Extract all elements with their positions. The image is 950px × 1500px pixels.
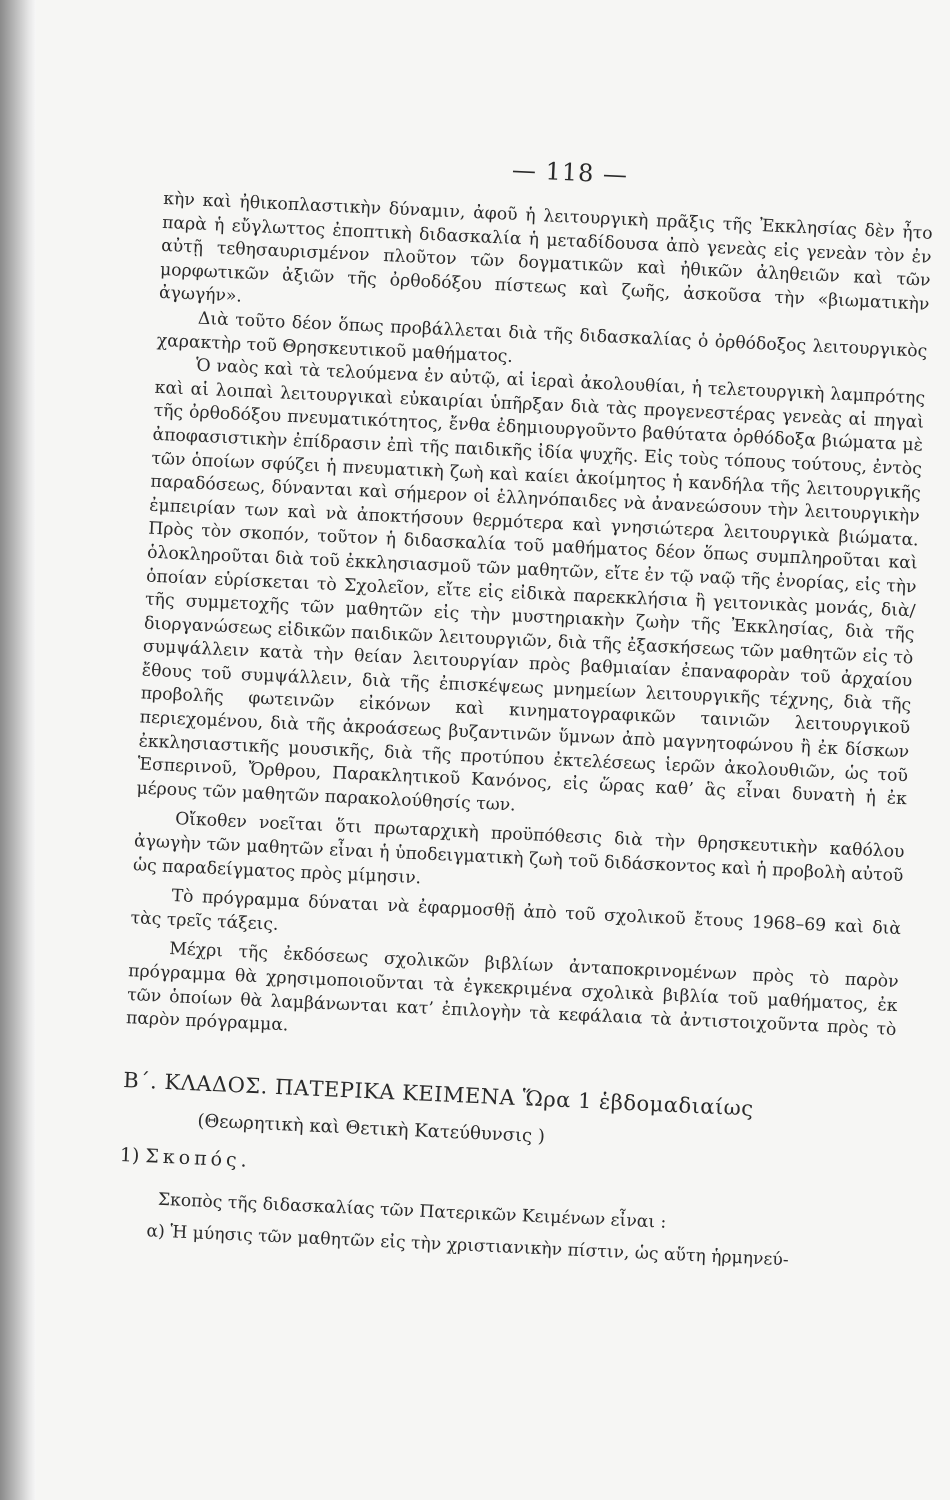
paragraph-1: κὴν καὶ ἠθικοπλαστικὴν δύναμιν, ἀφοῦ ἡ λειτουργικὴ πρᾶξις τῆς Ἐκκλησίας δὲν ἦτο παρὰ ἡ εὔγλωττος ἐποπτικὴ διδασκαλία ἡ μεταδίδουσα ἀπὸ γενεὰς εἰς γενεὰν τὸν ἐν αὐτῇ τεθησαυρισμένον πλοῦτον τῶν δογματικῶν καὶ ἠθικῶν ἀληθειῶν καὶ τῶν μορφωτικῶν ἀξιῶν τῆς ὀρθοδόξου πίστεως καὶ ζωῆς, ἀσκοῦσα τὴν «βιωματικὴν ἀγωγήν». xyxy=(158,188,933,315)
heading-number: 1) xyxy=(119,1143,140,1167)
section-subtitle: (Θεωρητικὴ καὶ Θετικὴ Κατεύθυνσις ) xyxy=(197,1110,546,1147)
section-title: Β΄. ΚΛΑΔΟΣ. ΠΑΤΕΡΙΚΑ ΚΕΙΜΕΝΑ Ὥρα 1 ἑβδομαδιαίως xyxy=(122,1067,755,1121)
paragraph-6: Μέχρι τῆς ἐκδόσεως σχολικῶν βιβλίων ἀνταποκρινομένων πρὸς τὸ παρὸν πρόγραμμα θὰ χρησιμοποιοῦνται τὰ ἐγκεκριμένα σχολικὰ βιβλία τοῦ μαθήματος, ἐκ τῶν ὁποίων θὰ λαμβάνωνται κατ’ ἐπιλογὴν τὰ κεφάλαια τὰ ἀντιστοιχοῦντα πρὸς τὸ παρὸν πρόγραμμα. xyxy=(125,939,899,1040)
purpose-item-a: α) Ἡ μύησις τῶν μαθητῶν εἰς τὴν χριστιανικὴν πίστιν, ὡς αὕτη ἡρμηνεύ- xyxy=(146,1221,790,1271)
page-number: — 118 — xyxy=(511,155,629,189)
page-edge-shadow xyxy=(0,0,36,1500)
paragraph-4: Οἴκοθεν νοεῖται ὅτι πρωταρχικὴ προϋπόθεσις διὰ τὴν θρησκευτικὴν καθόλου ἀγωγὴν τῶν μαθητῶν εἶναι ἡ ὑποδειγματικὴ ζωὴ τοῦ διδάσκοντος καὶ ἡ προβολὴ αὐτοῦ ὡς παραδείγματος πρὸς μίμησιν. xyxy=(132,809,905,888)
page-text-block xyxy=(116,140,935,1278)
paragraph-3: Ὁ ναὸς καὶ τὰ τελούμενα ἐν αὐτῷ, αἱ ἱεραὶ ἀκολουθίαι, ἡ τελετουργικὴ λαμπρότης καὶ αἱ λοιπαὶ λειτουργικαὶ εὐκαιρίαι ὑπῆρξαν διὰ τὰς προγενεστέρας γενεὰς αἱ πηγαὶ τῆς ὀρθοδόξου πνευματικότητος, ἔνθα ἐδημιουργοῦντο βαθύτατα ὀρθόδοξα βιώματα μὲ ἀποφασιστικὴν ἐπίδρασιν ἐπὶ τῆς παιδικῆς ἰδία ψυχῆς. Εἰς τοὺς τόπους τούτους, ἐντὸς τῶν ὁποίων σφύζει ἡ πνευματικὴ ζωὴ καὶ καίει ἀκοίμητος ἡ κανδήλα τῆς λειτουργικῆς παραδόσεως, δύνανται καὶ σήμερον οἱ ἑλληνόπαιδες νὰ ἀνανεώσουν τὴν λειτουργικὴν ἐμπειρίαν των καὶ νὰ ἀποκτήσουν θερμότερα καὶ γνησιώτερα λειτουργικὰ βιώματα. Πρὸς τὸν σκοπόν, τοῦτον ἡ διδασκαλία τοῦ μαθήματος δέον ὅπως συμπληροῦται καὶ ὁλοκληροῦται διὰ τοῦ ἐκκλησιασμοῦ τῶν μαθητῶν, εἴτε ἐν τῷ ναῷ τῆς ἐνορίας, εἰς τὴν ὁποίαν εὑρίσκεται τὸ Σχολεῖον, εἴτε εἰς εἰδικὰ παρεκκλήσια ἢ γειτονικὰς μονάς, διὰ/τῆς συμμετοχῆς τῶν μαθητῶν εἰς τὴν μυστηριακὴν ζωὴν τῆς Ἐκκλησίας, διὰ τῆς διοργανώσεως εἰδικῶν παιδικῶν λειτουργιῶν, διὰ τῆς ἐξασκήσεως τῶν μαθητῶν εἰς τὸ συμψάλλειν κατὰ τὴν θείαν λειτουργίαν πρὸς βαθμιαίαν ἐπαναφορὰν τοῦ ἀρχαίου ἔθους τοῦ συμψάλλειν, διὰ τῆς ἐπισκέψεως μνημείων λειτουργικῆς τέχνης, διὰ τῆς προβολῆς φωτεινῶν εἰκόνων καὶ κινηματογραφικῶν ταινιῶν λειτουργικοῦ περιεχομένου, διὰ τῆς ἀκροάσεως βυζαντινῶν ὕμνων ἀπὸ μαγνητοφώνου ἢ ἐκ δίσκων ἐκκλησιαστικῆς μουσικῆς, διὰ τῆς προτύπου ἐκτελέσεως ἱερῶν ἀκολουθιῶν, ὡς τοῦ Ἑσπερινοῦ, Ὄρθρου, Παρακλητικοῦ Κανόνος, εἰς ὥρας καθ’ ἃς εἶναι δυνατὴ ἡ ἐκ μέρους τῶν μαθητῶν παρακολούθησίς των. xyxy=(136,355,926,816)
heading-word: Σκοπός. xyxy=(144,1144,252,1172)
paragraph-2: Διὰ τοῦτο δέον ὅπως προβάλλεται διὰ τῆς διδασκαλίας ὁ ὀρθόδοξος λειτουργικὸς χαρακτὴρ τοῦ Θρησκευτικοῦ μαθήματος. xyxy=(156,308,928,367)
paragraph-5: Τὸ πρόγραμμα δύναται νὰ ἐφαρμοσθῇ ἀπὸ τοῦ σχολικοῦ ἔτους 1968–69 καὶ διὰ τὰς τρεῖς τάξεις. xyxy=(130,886,902,940)
purpose-intro: Σκοπὸς τῆς διδασκαλίας τῶν Πατερικῶν Κειμένων εἶναι : xyxy=(157,1189,667,1233)
